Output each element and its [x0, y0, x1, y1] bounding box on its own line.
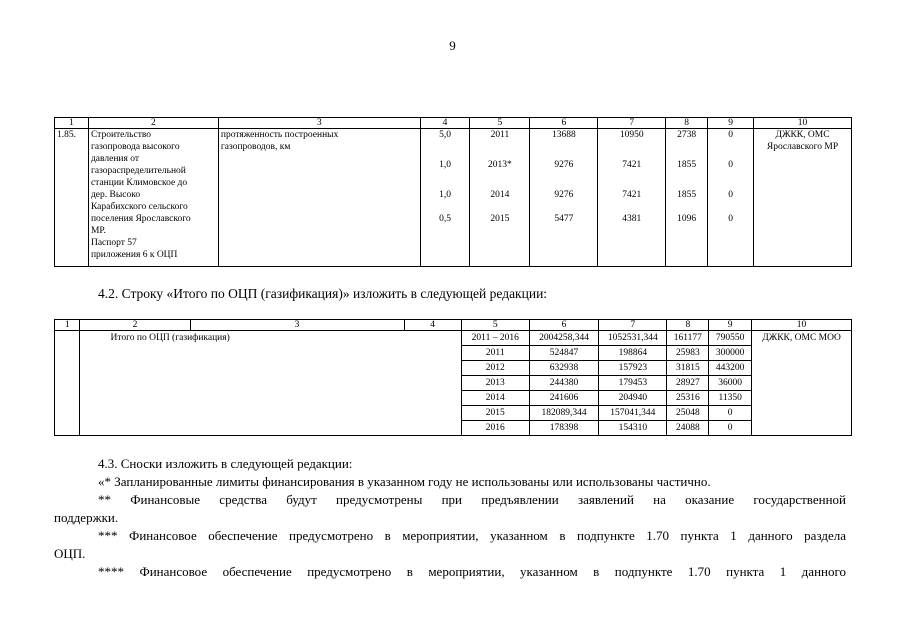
amount-cell: 24088 [667, 421, 709, 436]
amount-cell: 204940 [599, 391, 667, 406]
amount-cell: 28927 [667, 376, 709, 391]
footnote-3-line-2: ОЦП. [54, 546, 86, 561]
amount-cell: 157041,344 [599, 406, 667, 421]
total-table [54, 319, 852, 436]
amount-cell: 36000 [709, 376, 752, 391]
executor-cell: ДЖКК, ОМС МОО [752, 331, 852, 436]
amount-cell: 10950 7421 7421 4381 [598, 129, 666, 267]
header-cell: 5 [461, 320, 529, 331]
header-cell: 6 [529, 320, 598, 331]
total-cell: 244380 [529, 376, 598, 391]
amount-cell: 198864 [599, 346, 667, 361]
header-cell: 9 [708, 118, 754, 129]
header-cell: 6 [530, 118, 598, 129]
amount-cell: 25048 [667, 406, 709, 421]
amount-cell: 0 [709, 406, 752, 421]
activity-name: Строительство газопровода высокого давления от газораспределительной станции Климовское до дер. Высоко Карабихского сельского поселения Ярославского МР. Паспорт 57 приложения 6 к ОЦП [88, 129, 218, 267]
table-header-row [55, 320, 852, 331]
footnote-2-line-1: ** Финансовые средства будут предусмотрены при предъявлении заявлений на оказание государственной [98, 492, 846, 507]
activity-table [54, 117, 852, 267]
amount-cell: 1052531,344 [599, 331, 667, 346]
table-row [55, 331, 852, 346]
executor-cell: ДЖКК, ОМС Ярославского МР [754, 129, 852, 267]
indicator-name: протяженность построенных газопроводов, км [218, 129, 420, 267]
amount-cell: 161177 [667, 331, 709, 346]
amount-cell: 443200 [709, 361, 752, 376]
total-cell: 13688 9276 9276 5477 [530, 129, 598, 267]
period-cell: 2014 [461, 391, 529, 406]
paragraph-4-3: 4.3. Сноски изложить в следующей редакции: [98, 456, 353, 471]
page-number: 9 [449, 38, 456, 53]
total-label: Итого по ОЦП (газификация) [80, 331, 461, 436]
amount-cell: 0 0 0 0 [708, 129, 754, 267]
amount-cell: 300000 [709, 346, 752, 361]
amount-cell: 11350 [709, 391, 752, 406]
amount-cell: 790550 [709, 331, 752, 346]
amount-cell: 157923 [599, 361, 667, 376]
amount-cell: 0 [709, 421, 752, 436]
header-cell: 2 [80, 320, 190, 331]
year-cell: 2011 2013* 2014 2015 [470, 129, 530, 267]
footnote-1: «* Запланированные лимиты финансирования в указанном году не использованы или использованы частично. [98, 474, 711, 489]
footnote-4-line-1: **** Финансовое обеспечение предусмотрено в мероприятии, указанном в подпункте 1.70 пункта 1 данного [98, 564, 846, 579]
header-cell: 10 [754, 118, 852, 129]
total-cell: 524847 [529, 346, 598, 361]
table-header-row [55, 118, 852, 129]
total-cell: 178398 [529, 421, 598, 436]
header-cell: 7 [598, 118, 666, 129]
period-cell: 2016 [461, 421, 529, 436]
header-cell: 4 [420, 118, 470, 129]
amount-cell: 25316 [667, 391, 709, 406]
header-cell: 7 [599, 320, 667, 331]
total-cell: 241606 [529, 391, 598, 406]
header-cell: 2 [88, 118, 218, 129]
paragraph-4-2: 4.2. Строку «Итого по ОЦП (газификация)» изложить в следующей редакции: [98, 286, 548, 301]
header-cell: 1 [55, 320, 80, 331]
table-row [55, 129, 852, 267]
header-cell: 10 [752, 320, 852, 331]
header-cell: 3 [190, 320, 404, 331]
total-cell: 2004258,344 [529, 331, 598, 346]
header-cell: 8 [666, 118, 708, 129]
footnote-2-line-2: поддержки. [54, 510, 119, 525]
amount-cell: 2738 1855 1855 1096 [666, 129, 708, 267]
header-cell: 8 [667, 320, 709, 331]
amount-cell: 154310 [599, 421, 667, 436]
period-cell: 2013 [461, 376, 529, 391]
header-cell: 4 [404, 320, 461, 331]
total-cell: 182089,344 [529, 406, 598, 421]
row-number: 1.85. [55, 129, 89, 267]
amount-cell: 179453 [599, 376, 667, 391]
empty-cell [55, 331, 80, 436]
period-cell: 2011 – 2016 [461, 331, 529, 346]
period-cell: 2011 [461, 346, 529, 361]
header-cell: 5 [470, 118, 530, 129]
header-cell: 9 [709, 320, 752, 331]
header-cell: 1 [55, 118, 89, 129]
amount-cell: 25983 [667, 346, 709, 361]
amount-cell: 31815 [667, 361, 709, 376]
header-cell: 3 [218, 118, 420, 129]
total-cell: 632938 [529, 361, 598, 376]
period-cell: 2015 [461, 406, 529, 421]
footnote-3-line-1: *** Финансовое обеспечение предусмотрено в мероприятии, указанном в подпункте 1.70 пункта 1 данного раздела [98, 528, 846, 543]
volume-cell: 5,0 1,0 1,0 0,5 [420, 129, 470, 267]
period-cell: 2012 [461, 361, 529, 376]
